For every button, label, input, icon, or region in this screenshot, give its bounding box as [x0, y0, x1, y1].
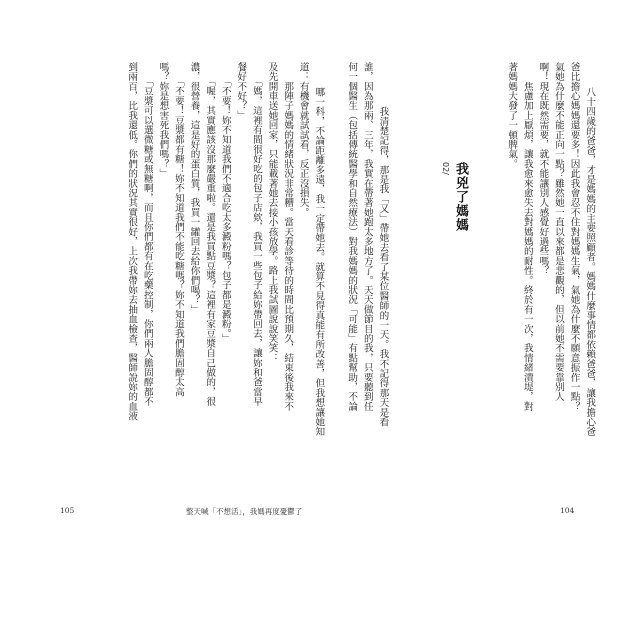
text-column: 八十四歲的爸爸，才是媽媽的主要照顧者。媽媽什麼事情都依賴爸爸，讓我擔心爸 [584, 87, 596, 437]
text-column: 嗎？妳是想害死我們嗎？」 [157, 62, 169, 179]
text-column: 爸比擔心媽媽還要多！因此我會忍不住對媽媽生氣，氣她為什麼不願意振作一點？ [568, 62, 580, 412]
text-column: 何一個醫生（包括傳統醫學和自然療法）對我媽媽的狀況「可能」有點幫助，不論 [346, 62, 358, 412]
text-column: 「媽，這裡有間很好吃的包子店欸，我買一些包子給妳帶回去，讓妳和爸當早 [250, 62, 262, 407]
text-column: 「喔，其實應該沒那麼嚴重啦。還是我買點豆漿？這裡有家豆漿自己做的，很 [204, 62, 216, 407]
text-column: 道：有機會就試試看，反正沒損失。 [297, 62, 309, 218]
left-page-text [108, 62, 325, 524]
text-column: 啊！現在既然需要，就不能讓別人感覺好過些嗎？ [537, 62, 549, 276]
text-column: 哪一科，不論距離多遠，我一定帶她去。就算不見得真能有所改善，但我想讓她知 [313, 87, 325, 437]
chapter-heading [434, 112, 474, 242]
text-column: 到兩百，比我還低。你們的狀況其實很好，上次我帶妳去抽血檢查，醫師說妳的血液 [126, 62, 138, 421]
text-column: 著媽媽大發了一頓脾氣。 [506, 62, 518, 169]
text-column: 「豆漿可以選微糖或無糖啊，而且你們都有在吃藥控制，你們兩人膽固醇都不 [141, 62, 153, 407]
text-column: 氣她為什麼不能正向一點？雖然她一直以來都是悲觀的，但以前她不需要靠別人 [552, 62, 564, 402]
right-page-opening-text [488, 62, 596, 524]
left-page [56, 62, 325, 524]
text-column: 焦慮加上厭煩，讓我愈來愈失去對媽媽的耐性。終於有一次，我情緒潰堤，對 [521, 62, 533, 412]
right-page [328, 62, 596, 524]
text-column: 濃，很營養，這是好的蛋白質，我買一罐回去給你們喝？」 [188, 62, 200, 315]
text-column: 「不要！豆漿都有糖！妳不知道我們不能吃糖嗎？妳不知道我們膽固醇太高 [172, 62, 184, 397]
text-column: 那陣子媽媽的情緒狀況非常糟。當天看診等待的時間比預期久，結束後我來不 [282, 62, 294, 412]
left-page-paragraphs [108, 62, 342, 524]
running-head: 整天喊「不想活」，我媽再度憂鬱了 [186, 507, 303, 516]
text-column: 「不要！妳不知道我們不適合吃太多澱粉嗎？包子都是澱粉。」 [219, 62, 231, 344]
page-number-right: 104 [560, 506, 575, 515]
text-column: 及先開車送她回家，只能載著她去接小孩放學。路上我試圖說說笑笑： [266, 62, 278, 363]
text-column: 誰，因為那兩、三年，我實在帶著她跑太多地方了。天天做節目的我，只要聽到任 [361, 62, 373, 412]
text-column: 餐好不好？」 [235, 62, 247, 121]
chapter-title: 我兇了媽媽 [453, 162, 468, 232]
text-column: 我清楚記得，那是我「又」帶她去看了某位醫師的一天。我不記得那天是看 [377, 87, 389, 427]
page-number-left: 105 [60, 506, 75, 515]
opening-paragraph [488, 62, 613, 524]
chapter-number: 02/ [441, 162, 450, 175]
